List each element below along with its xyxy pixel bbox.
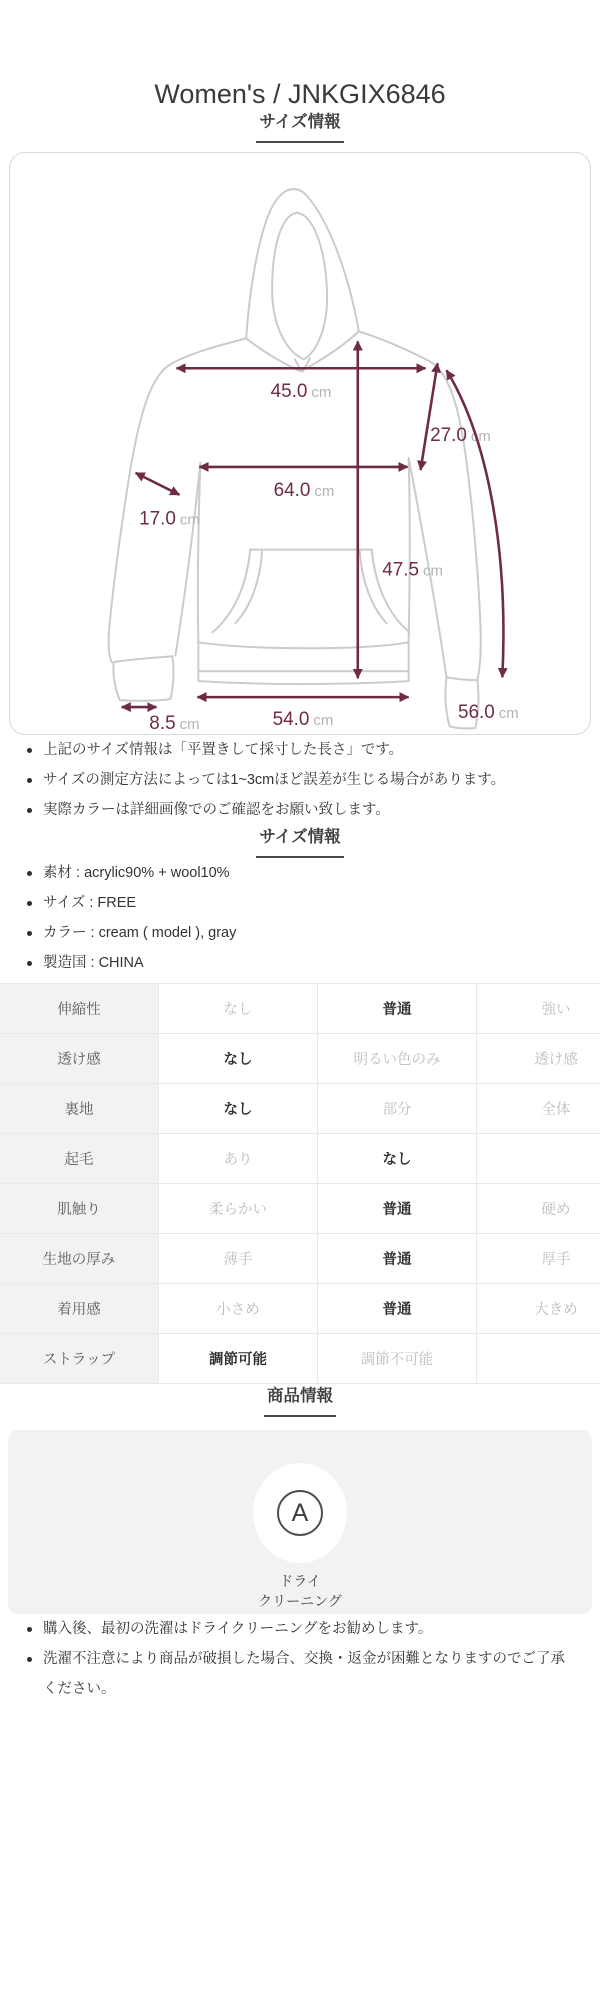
care-box [8, 1430, 592, 1614]
measure-chest-width [199, 467, 407, 501]
left-sleeve-inner-path [175, 463, 200, 655]
spec-info-heading-text: サイズ情報 [256, 825, 343, 858]
measure-total-length [358, 341, 443, 678]
table-row [0, 1334, 600, 1384]
row-label: 肌触り [0, 1184, 159, 1234]
neckline-path [246, 331, 359, 371]
spec-country: 製造国 : CHINA [43, 955, 144, 971]
table-row [0, 1234, 600, 1284]
table-row [0, 984, 600, 1034]
size-info-heading-text: サイズ情報 [256, 110, 343, 143]
note-text: 洗濯不注意により商品が破損した場合、交換・返金が困難となりますのでご了承ください。 [43, 1651, 565, 1697]
spec-table [0, 983, 600, 1384]
option-cell: 調節不可能 [318, 1334, 477, 1384]
spec-size: サイズ : FREE [43, 895, 136, 911]
row-label: 透け感 [0, 1034, 159, 1084]
row-label: 起毛 [0, 1134, 159, 1184]
measure-shoulder-width [176, 368, 425, 402]
row-label: ストラップ [0, 1334, 159, 1384]
row-label: 裏地 [0, 1084, 159, 1134]
page-title: Women's / JNKGIX6846 [0, 78, 600, 110]
option-cell-selected: 普通 [318, 984, 477, 1034]
list-item [26, 1644, 576, 1704]
option-cell-selected: 普通 [318, 1284, 477, 1334]
hem-top-path [198, 642, 408, 648]
bullet-dot [27, 931, 32, 936]
option-cell: 硬め [477, 1184, 600, 1234]
table-row [0, 1184, 600, 1234]
list-item [26, 765, 576, 795]
option-cell: 厚手 [477, 1234, 600, 1284]
list-item [26, 918, 576, 948]
care-label [8, 1571, 592, 1611]
chest-width-label: 64.0 cm [274, 480, 335, 501]
spec-material: 素材 : acrylic90% + wool10% [43, 865, 230, 881]
left-cuff-path [113, 656, 173, 701]
list-item [26, 888, 576, 918]
hem-width-label: 54.0 cm [273, 709, 334, 730]
list-item [26, 1614, 576, 1644]
bullet-dot [27, 808, 32, 813]
bullet-dot [27, 961, 32, 966]
option-cell-selected: 普通 [318, 1184, 477, 1234]
size-diagram-card [9, 152, 591, 735]
bullet-dot [27, 901, 32, 906]
hoodie-outline [109, 189, 481, 728]
table-row [0, 1284, 600, 1334]
spec-list [0, 858, 600, 978]
dry-cleaning-icon [277, 1490, 323, 1536]
note-text: 購入後、最初の洗濯はドライクリーニングをお勧めします。 [43, 1621, 432, 1637]
list-item [26, 795, 576, 825]
list-item [26, 735, 576, 765]
option-cell: 明るい色のみ [318, 1034, 477, 1084]
row-label: 生地の厚み [0, 1234, 159, 1284]
option-cell: 薄手 [159, 1234, 318, 1284]
cuff-width-label: 8.5 cm [149, 713, 199, 734]
option-cell: あり [159, 1134, 318, 1184]
option-cell: 透け感 [477, 1034, 600, 1084]
table-row [0, 1084, 600, 1134]
bullet-dot [27, 871, 32, 876]
body-right-path [409, 458, 410, 642]
list-item [26, 948, 576, 978]
left-sleeve-outer-path [109, 338, 247, 662]
option-cell-selected: 調節可能 [159, 1334, 318, 1384]
measure-sleeve-width [136, 473, 200, 530]
care-label-line2: クリーニング [8, 1591, 592, 1611]
note-text: 上記のサイズ情報は「平置きして採寸した長さ」です。 [43, 742, 403, 758]
care-symbol-background [253, 1463, 347, 1563]
size-info-heading [0, 110, 600, 143]
option-cell-selected: なし [318, 1134, 477, 1184]
product-info-heading-text: 商品情報 [264, 1384, 336, 1417]
measure-cuff-width [122, 707, 200, 734]
bullet-dot [27, 1657, 32, 1662]
list-item [26, 858, 576, 888]
spec-color: カラー : cream ( model ), gray [43, 925, 236, 941]
option-cell: 小さめ [159, 1284, 318, 1334]
care-symbol-letter: A [292, 1499, 309, 1528]
bullet-dot [27, 748, 32, 753]
hood-outer-path [246, 189, 359, 338]
option-cell-selected: なし [159, 1034, 318, 1084]
spec-info-heading [0, 825, 600, 858]
option-cell-selected: 普通 [318, 1234, 477, 1284]
care-label-line1: ドライ [8, 1571, 592, 1591]
size-notes [0, 735, 600, 825]
table-row [0, 1034, 600, 1084]
sleeve-width-label: 17.0 cm [139, 509, 200, 530]
sleeve-length-label: 56.0 cm [458, 702, 519, 723]
armhole-label: 27.0 cm [430, 425, 491, 446]
option-cell: 強い [477, 984, 600, 1034]
table-row [0, 1134, 600, 1184]
row-label: 着用感 [0, 1284, 159, 1334]
product-detail-page [0, 78, 600, 1704]
hood-opening-path [272, 213, 327, 359]
total-length-label: 47.5 cm [382, 560, 443, 581]
option-cell-selected: なし [159, 1084, 318, 1134]
note-text: サイズの測定方法によっては1~3cmほど誤差が生じる場合があります。 [43, 772, 505, 788]
note-text: 実際カラーは詳細画像でのご確認をお願い致します。 [43, 802, 390, 818]
option-cell: なし [159, 984, 318, 1034]
option-cell: 全体 [477, 1084, 600, 1134]
pocket-left-path [212, 550, 250, 633]
hoodie-measurement-diagram [10, 153, 590, 734]
option-cell: 大きめ [477, 1284, 600, 1334]
right-sleeve-outer-path [359, 331, 481, 680]
care-notes [0, 1614, 600, 1704]
bullet-dot [27, 1627, 32, 1632]
option-cell: 柔らかい [159, 1184, 318, 1234]
option-cell [477, 1334, 600, 1384]
shoulder-width-label: 45.0 cm [271, 381, 332, 402]
measure-hem-width [197, 697, 408, 730]
product-info-heading [0, 1384, 600, 1417]
row-label: 伸縮性 [0, 984, 159, 1034]
option-cell [477, 1134, 600, 1184]
bullet-dot [27, 778, 32, 783]
option-cell: 部分 [318, 1084, 477, 1134]
measure-sleeve-length [446, 370, 518, 723]
